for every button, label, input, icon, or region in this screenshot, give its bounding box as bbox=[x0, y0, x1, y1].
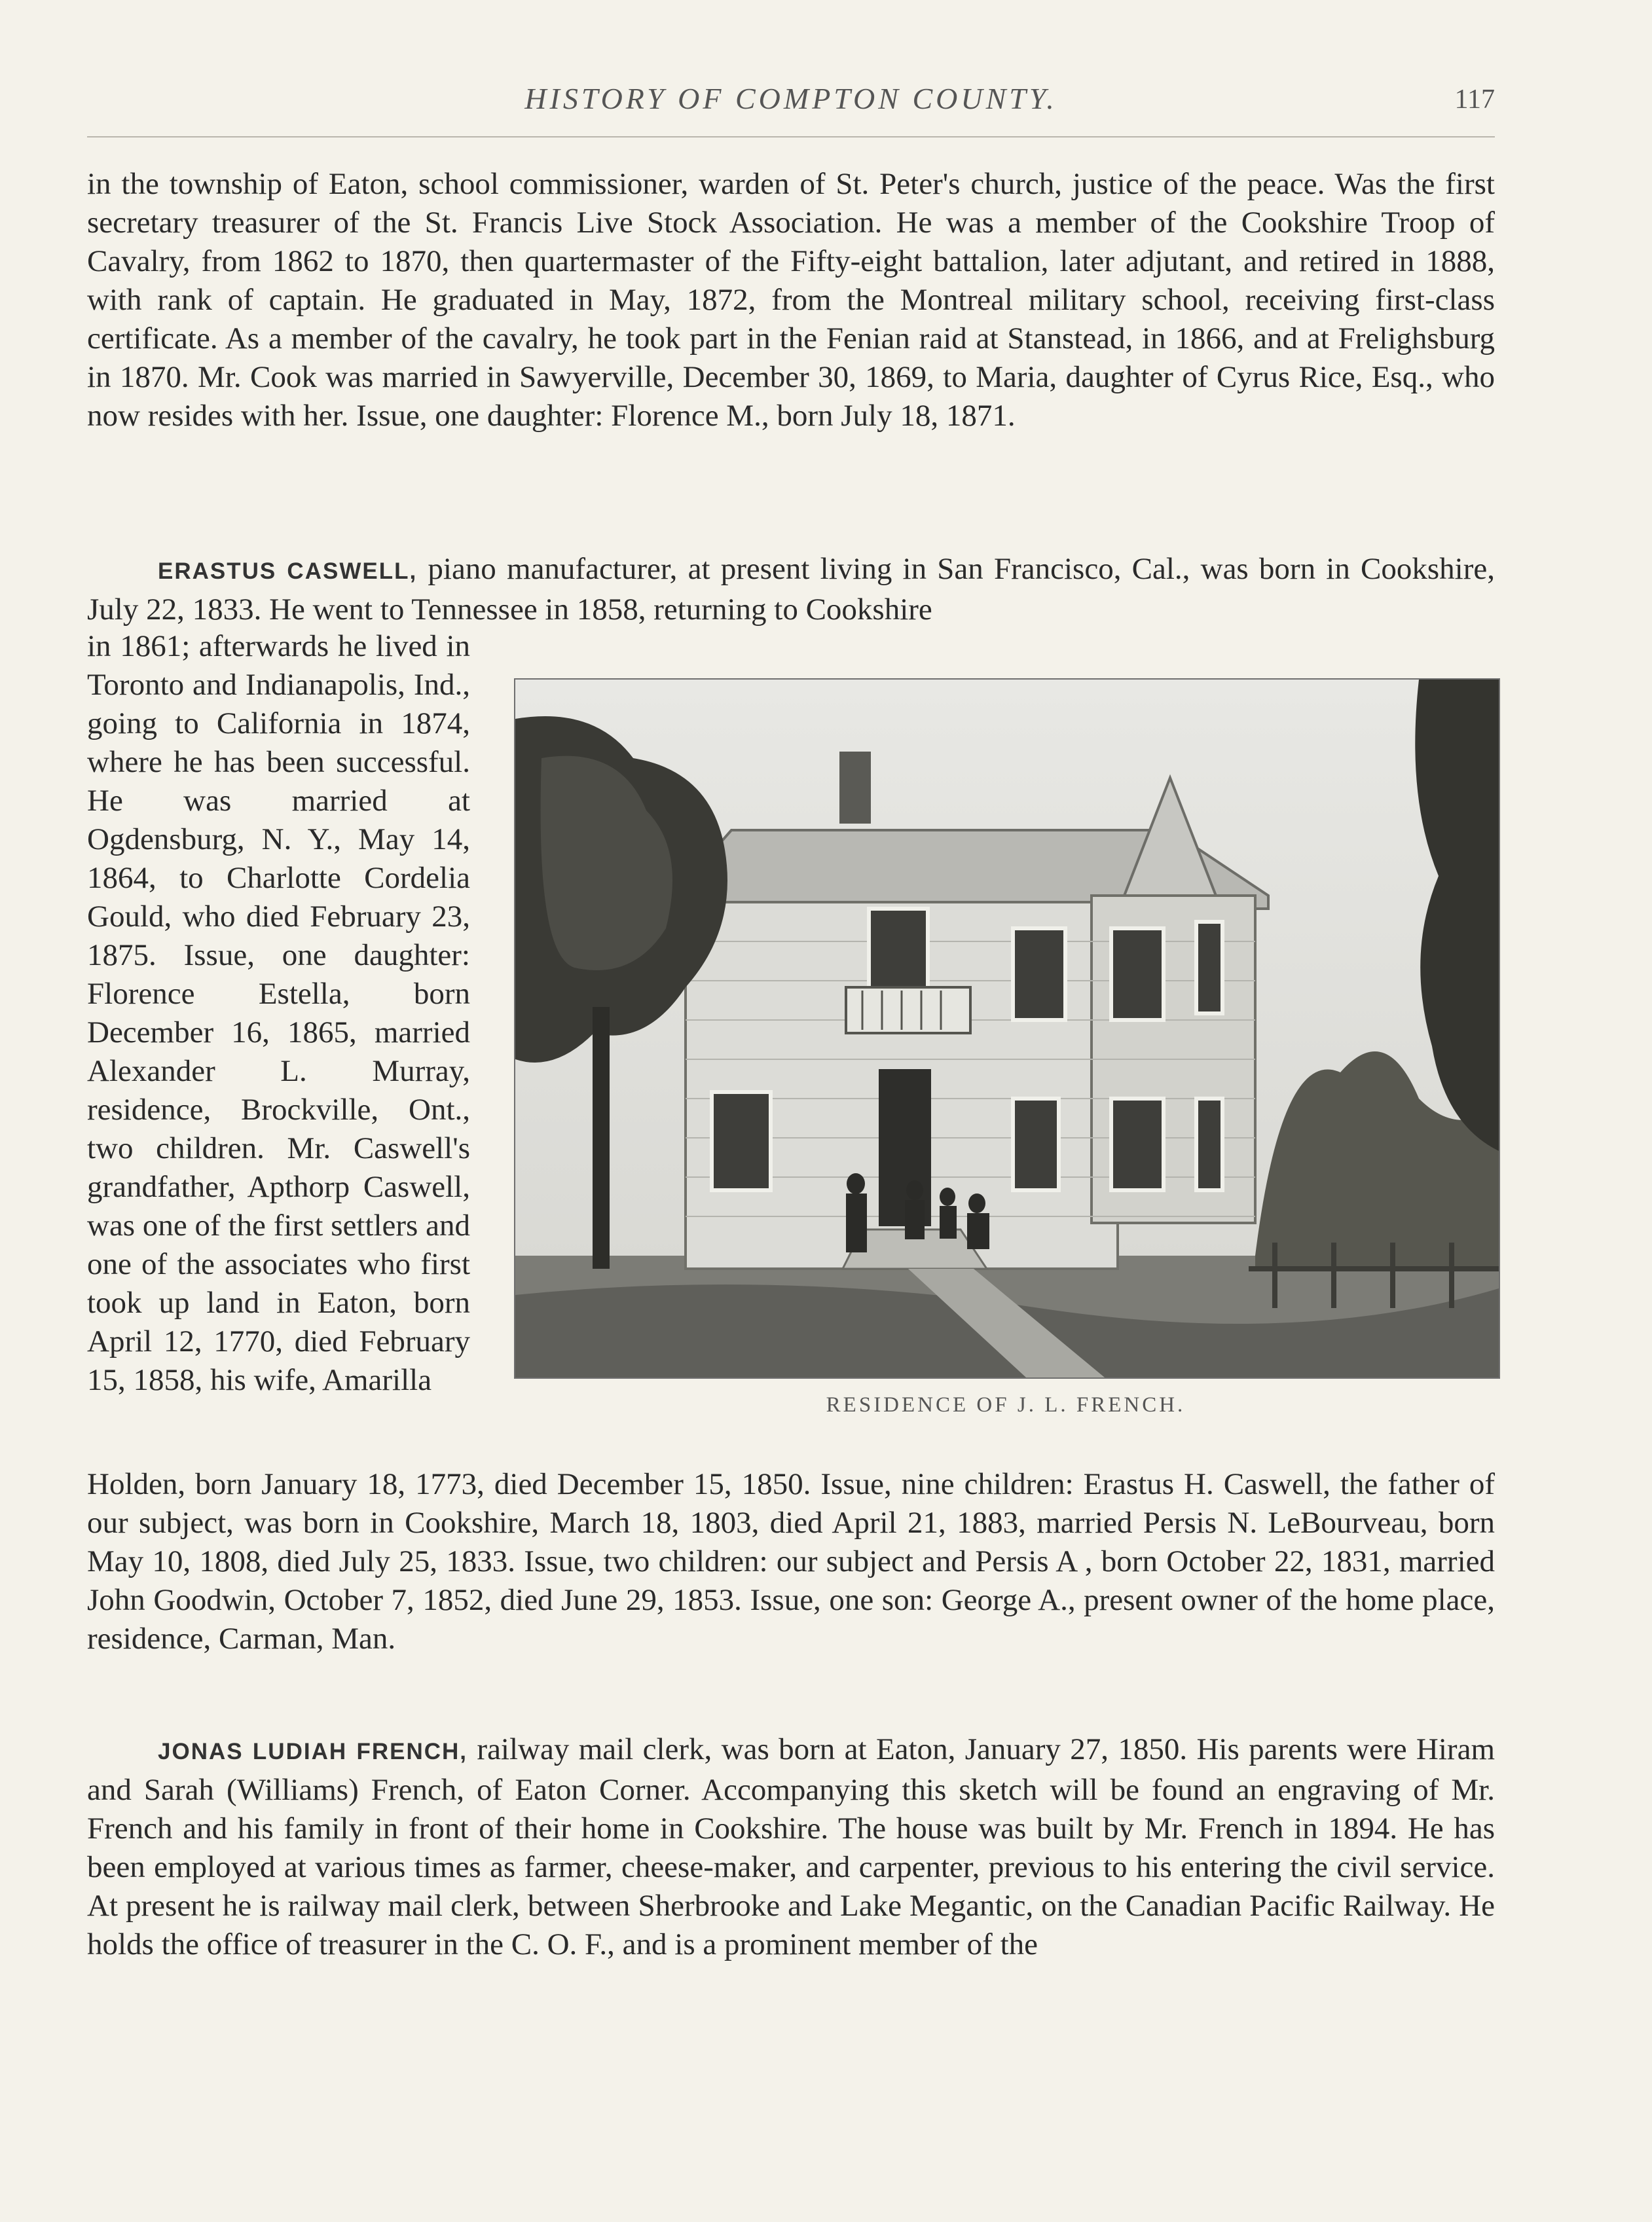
caswell-paragraph-top bbox=[87, 550, 1495, 629]
house-illustration bbox=[515, 680, 1499, 1377]
residence-photograph bbox=[514, 678, 1500, 1379]
caswell-paragraph-bottom: Holden, born January 18, 1773, died December 15, 1850. Issue, nine children: Erastus H. Caswell, the father of our subject, was born in Cookshire, March 18, 1803, died April 21, 1883, married Persis N. LeBourveau, born May 10, 1808, died July 25, 1833. Issue, two children: our subject and Persis A , born October 22, 1831, married John Goodwin, October 7, 1852, died June 29, 1853. Issue, one son: George A., present owner of the home place, residence, Carman, Man. bbox=[87, 1467, 1495, 1656]
photo-caption: RESIDENCE OF J. L. FRENCH. bbox=[826, 1393, 1186, 1417]
caswell-name: ERASTUS CASWELL, bbox=[158, 558, 418, 584]
french-paragraph bbox=[87, 1730, 1495, 1964]
caswell-text-top: piano manufacturer, at present living in San Francisco, Cal., was born in Cookshire, July 22, 1833. He went to Tennessee in 1858, returning to Cookshire bbox=[87, 552, 1495, 627]
page-header bbox=[87, 77, 1495, 137]
caswell-paragraph-column: in 1861; afterwards he lived in Toronto and Indianapolis, Ind., going to California in 1874, where he has been successful. He was married at Ogdensburg, N. Y., May 14, 1864, to Charlotte Cordelia Gould, who died February 23, 1875. Issue, one daughter: Florence Estella, born December 16, 1865, married Alexander L. Murray, residence, Brockville, Ont., two children. Mr. Caswell's grandfather, Apthorp Caswell, was one of the first settlers and one of the associates who first took up land in Eaton, born April 12, 1770, died February 15, 1858, his wife, Amarilla bbox=[87, 629, 470, 1397]
running-title: HISTORY OF COMPTON COUNTY. bbox=[524, 82, 1057, 115]
french-name: JONAS LUDIAH FRENCH, bbox=[158, 1739, 468, 1764]
continuation-paragraph: in the township of Eaton, school commissioner, warden of St. Peter's church, justice of the peace. Was the first secretary treasurer of the St. Francis Live Stock Association. He was a member of the Cookshire Troop of Cavalry, from 1862 to 1870, then quartermaster of the Fifty-eight battalion, later adjutant, and retired in 1888, with rank of captain. He graduated in May, 1872, from the Montreal military school, receiving first-class certificate. As a member of the cavalry, he took part in the Fenian raid at Stanstead, in 1866, and at Frelighsburg in 1870. Mr. Cook was married in Sawyerville, December 30, 1869, to Maria, daughter of Cyrus Rice, Esq., who now resides with her. Issue, one daughter: Florence M., born July 18, 1871. bbox=[87, 167, 1495, 433]
french-text: railway mail clerk, was born at Eaton, January 27, 1850. His parents were Hiram and Sarah (Williams) French, of Eaton Corner. Accompanying this sketch will be found an engraving of Mr. French and his family in front of their home in Cookshire. The house was built by Mr. French in 1894. He has been employed at various times as farmer, cheese-maker, and carpenter, previous to his entering the civil service. At present he is railway mail clerk, between Sherbrooke and Lake Megantic, on the Canadian Pacific Railway. He holds the office of treasurer in the C. O. F., and is a prominent member of the bbox=[87, 1732, 1495, 1961]
page-number: 117 bbox=[1454, 84, 1495, 115]
